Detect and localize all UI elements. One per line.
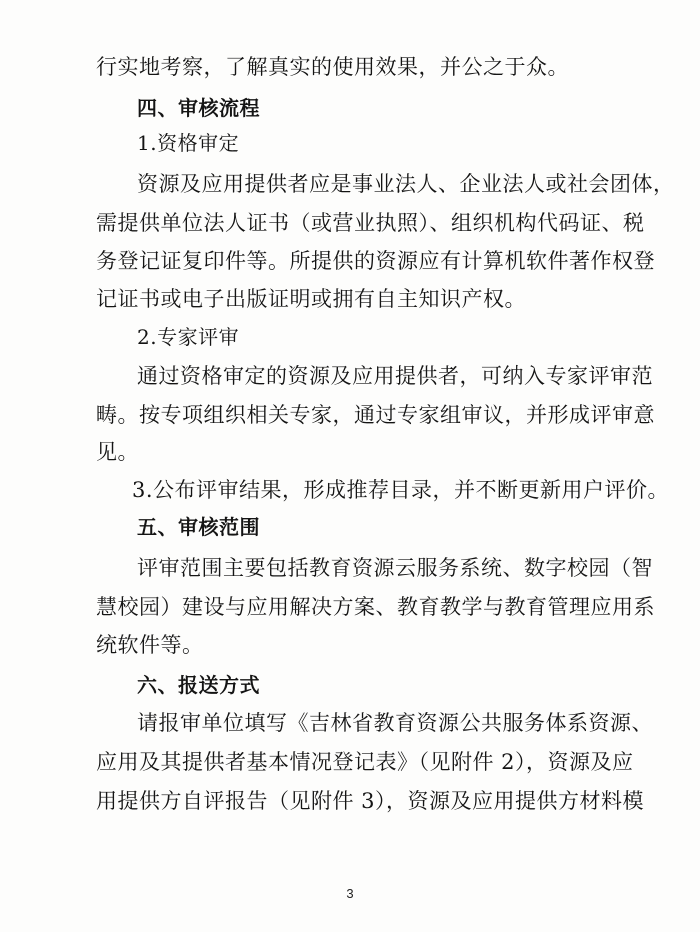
line-text: 行实地考察，了解真实的使用效果，并公之于众。 (96, 55, 569, 79)
text-line (0, 49, 700, 85)
section-heading (0, 667, 700, 703)
text-line (0, 166, 700, 202)
heading-text: 五、审核范围 (137, 515, 260, 539)
line-text: 务登记证复印件等。所提供的资源应有计算机软件著作权登 (96, 249, 655, 273)
page-number: 3 (346, 886, 354, 901)
line-text: 请报审单位填写《吉林省教育资源公共服务体系资源、 (137, 711, 653, 735)
line-text: 用提供方自评报告（见附件 3），资源及应用提供方材料模 (96, 789, 645, 813)
heading-text: 四、审核流程 (137, 96, 260, 120)
line-text: 记证书或电子出版证明或拥有自主知识产权。 (96, 287, 526, 311)
text-line (0, 434, 700, 470)
line-text: 资源及应用提供者应是事业法人、企业法人或社会团体， (137, 172, 675, 196)
text-line (0, 205, 700, 241)
line-text: 评审范围主要包括教育资源云服务系统、数字校园（智 (137, 556, 653, 580)
section-heading (0, 509, 700, 545)
text-line (0, 281, 700, 317)
text-line (0, 705, 700, 741)
text-line (0, 472, 700, 508)
text-line (0, 358, 700, 394)
text-line (0, 783, 700, 819)
text-line (0, 550, 700, 586)
line-text: 应用及其提供者基本情况登记表》（见附件 2），资源及应 (96, 750, 634, 774)
section-heading (0, 90, 700, 126)
text-line (0, 627, 700, 663)
text-line (0, 744, 700, 780)
line-text: 慧校园）建设与应用解决方案、教育教学与教育管理应用系 (96, 595, 655, 619)
line-text: 需提供单位法人证书（或营业执照）、组织机构代码证、税 (96, 211, 645, 235)
subsection-heading (0, 319, 700, 355)
line-text: 见。 (96, 440, 139, 464)
text-line (0, 589, 700, 625)
subsection-heading (0, 125, 700, 161)
line-text: 统软件等。 (96, 633, 204, 657)
line-text: 通过资格审定的资源及应用提供者，可纳入专家评审范 (137, 364, 653, 388)
text-line (0, 243, 700, 279)
line-text: 3.公布评审结果，形成推荐目录，并不断更新用户评价。 (132, 478, 670, 502)
heading-text: 六、报送方式 (137, 673, 260, 697)
text-line (0, 397, 700, 433)
subheading-text: 1.资格审定 (137, 131, 240, 155)
line-text: 畴。按专项组织相关专家，通过专家组审议，并形成评审意 (96, 403, 655, 427)
subheading-text: 2.专家评审 (137, 325, 240, 349)
